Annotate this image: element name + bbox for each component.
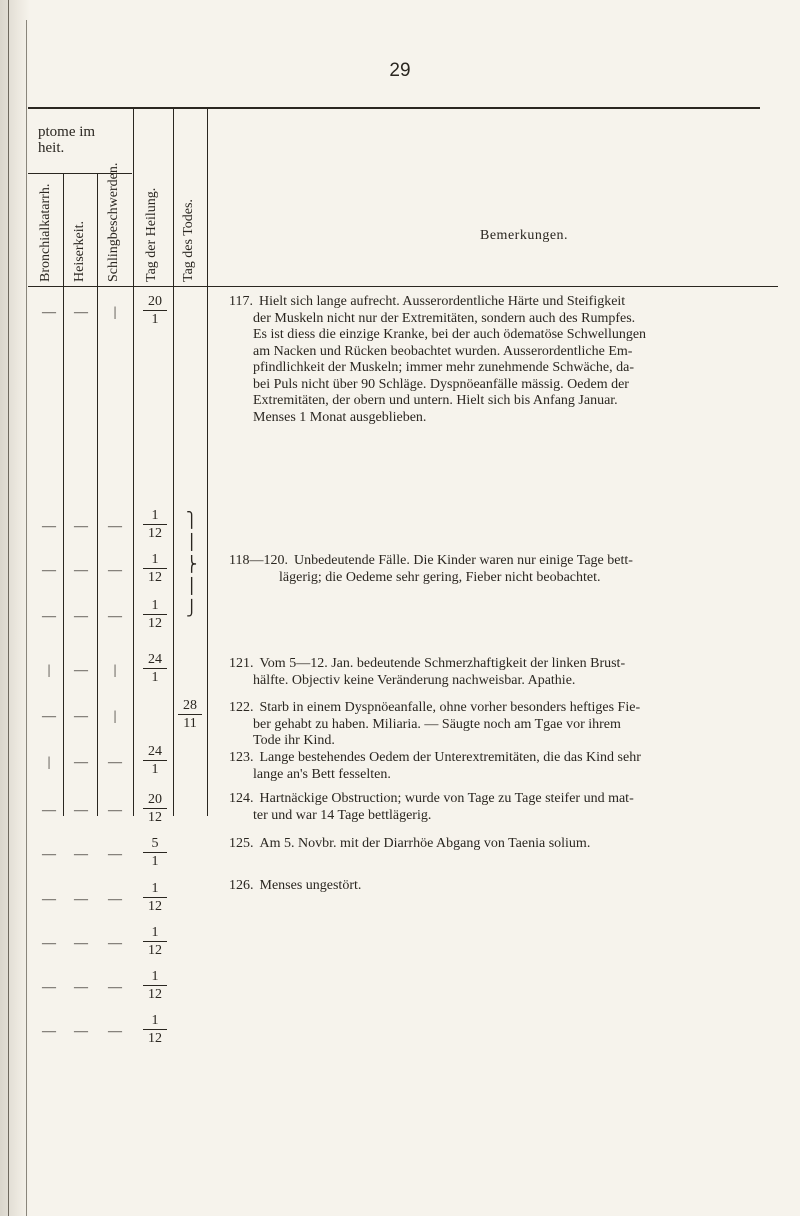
column-header-heiserkeit: Heiserkeit.: [72, 220, 87, 282]
remark-line: [253, 767, 774, 784]
cell-bronchialkatarrh: —: [42, 563, 56, 578]
remark-line: [229, 791, 774, 808]
remark-line: [229, 656, 774, 673]
remark-line: [253, 344, 774, 361]
month: 12: [143, 568, 167, 585]
cell-heiserkeit: —: [74, 755, 88, 770]
column-divider: [207, 108, 208, 816]
healing-date: [138, 508, 172, 541]
day: 28: [183, 698, 197, 713]
month: 12: [143, 614, 167, 631]
cell-heiserkeit: —: [74, 1024, 88, 1039]
remark-line: [229, 836, 774, 853]
group-title: [38, 124, 95, 156]
cell-bronchialkatarrh: —: [42, 519, 56, 534]
remark-number: 123.: [229, 750, 254, 765]
remark-line: [253, 311, 774, 328]
day: 1: [151, 881, 159, 896]
remark-number: 122.: [229, 700, 254, 715]
day: 20: [148, 792, 162, 807]
remark-entry: [229, 294, 774, 426]
remark-line: [229, 553, 774, 570]
remark-text: am Nacken und Rücken beobachtet wurden. Ausserordentliche Em-: [253, 343, 633, 359]
binding-line: [26, 20, 27, 1216]
month: 12: [143, 941, 167, 958]
cell-bronchialkatarrh: —: [42, 1024, 56, 1039]
remark-line: [253, 360, 774, 377]
month: 1: [143, 852, 167, 869]
healing-date: [138, 598, 172, 631]
cell-heiserkeit: —: [74, 305, 88, 320]
remark-line: [253, 673, 774, 690]
cell-bronchialkatarrh: |: [47, 663, 51, 678]
cell-schlingbeschwerden: —: [108, 519, 122, 534]
remark-text: Lange bestehendes Oedem der Unterextremitäten, die das Kind sehr: [259, 750, 641, 765]
top-rule: [28, 107, 760, 109]
binding-line: [8, 0, 9, 1216]
remark-number: 124.: [229, 791, 254, 806]
cell-bronchialkatarrh: —: [42, 609, 56, 624]
column-header-schlingbeschwerden: Schlingbeschwerden.: [106, 162, 121, 282]
cell-schlingbeschwerden: —: [108, 609, 122, 624]
cell-schlingbeschwerden: —: [108, 1024, 122, 1039]
remark-entry: [229, 700, 774, 750]
remark-line: [253, 733, 774, 750]
cell-schlingbeschwerden: |: [113, 709, 117, 724]
cell-schlingbeschwerden: —: [108, 847, 122, 862]
remark-text: Starb in einem Dyspnöeanfalle, ohne vorher besonders heftiges Fie-: [259, 700, 641, 715]
remark-line: [253, 327, 774, 344]
remark-line: [229, 878, 774, 895]
remark-number: 121.: [229, 656, 254, 671]
remark-text: Am 5. Novbr. mit der Diarrhöe Abgang von Taenia solium.: [259, 836, 591, 851]
cell-heiserkeit: —: [74, 980, 88, 995]
remark-number: 126.: [229, 878, 254, 893]
cell-bronchialkatarrh: |: [47, 755, 51, 770]
remark-text: Unbedeutende Fälle. Die Kinder waren nur einige Tage bett-: [293, 553, 633, 568]
cell-heiserkeit: —: [74, 563, 88, 578]
column-header-bemerkungen: Bemerkungen.: [480, 228, 569, 243]
remark-number: 125.: [229, 836, 254, 851]
column-header-bronchialkatarrh: Bronchialkatarrh.: [38, 183, 53, 282]
column-divider: [133, 108, 134, 816]
cell-bronchialkatarrh: —: [42, 936, 56, 951]
cell-schlingbeschwerden: |: [113, 663, 117, 678]
remark-text: Menses 1 Monat ausgeblieben.: [253, 409, 427, 425]
month: 12: [143, 897, 167, 914]
remark-text: bei Puls nicht über 90 Schläge. Dyspnöeanfälle mässig. Oedem der: [253, 376, 629, 392]
remark-entry: [229, 791, 774, 824]
remark-line: [253, 808, 774, 825]
cell-heiserkeit: —: [74, 936, 88, 951]
healing-date: [138, 925, 172, 958]
cell-bronchialkatarrh: —: [42, 709, 56, 724]
healing-date: [138, 744, 172, 777]
group-title-line: heit.: [38, 140, 65, 156]
remark-text: pfindlichkeit der Muskeln; immer mehr zunehmende Schwäche, da-: [253, 360, 634, 375]
cell-bronchialkatarrh: —: [42, 980, 56, 995]
page-number: 29: [389, 60, 411, 81]
healing-date: [138, 552, 172, 585]
day: 1: [151, 508, 159, 523]
remark-entry: [229, 836, 774, 853]
remark-entry: [229, 878, 774, 895]
remark-text: hälfte. Objectiv keine Veränderung nachweisbar. Apathie.: [253, 672, 576, 688]
remark-text: der Muskeln nicht nur der Extremitäten, sondern auch des Rumpfes.: [253, 310, 636, 326]
header-bottom-rule: [28, 286, 778, 287]
day: 5: [151, 836, 159, 851]
day: 1: [151, 925, 159, 940]
remark-line: [229, 294, 774, 311]
day: 24: [148, 744, 162, 759]
day: 1: [151, 598, 159, 613]
healing-date: [138, 969, 172, 1002]
remark-line: [279, 570, 774, 587]
month: 1: [143, 668, 167, 685]
remark-text: Menses ungestört.: [259, 878, 362, 893]
healing-date: [138, 1013, 172, 1046]
month: 12: [143, 1029, 167, 1046]
day: 20: [148, 294, 162, 309]
remark-number: 118—120.: [229, 553, 288, 568]
column-header-tag-des-todes: Tag des Todes.: [181, 199, 196, 282]
group-title-line: ptome im: [38, 124, 96, 140]
brace-118-120: ⎫ ⎪ ⎬ ⎪ ⎭: [186, 513, 198, 617]
remark-entry: [229, 656, 774, 689]
cell-schlingbeschwerden: |: [113, 305, 117, 320]
month: 12: [143, 524, 167, 541]
column-divider: [97, 173, 98, 816]
remark-line: [253, 377, 774, 394]
remark-entry: [229, 750, 774, 783]
remark-text: lägerig; die Oedeme sehr gering, Fieber nicht beobachtet.: [279, 569, 601, 585]
day: 1: [151, 969, 159, 984]
healing-date: [138, 881, 172, 914]
remark-line: [229, 750, 774, 767]
cell-bronchialkatarrh: —: [42, 803, 56, 818]
remark-line: [253, 410, 774, 427]
cell-heiserkeit: —: [74, 847, 88, 862]
month: 1: [143, 310, 167, 327]
cell-heiserkeit: —: [74, 519, 88, 534]
remark-number: 117.: [229, 294, 253, 309]
healing-date: [138, 836, 172, 869]
remark-text: lange an's Bett fesselten.: [253, 766, 391, 782]
month: 11: [178, 714, 202, 731]
cell-heiserkeit: —: [74, 609, 88, 624]
cell-schlingbeschwerden: —: [108, 755, 122, 770]
cell-heiserkeit: —: [74, 803, 88, 818]
day: 1: [151, 1013, 159, 1028]
remark-text: ber gehabt zu haben. Miliaria. — Säugte noch am Tgae vor ihrem: [253, 716, 621, 732]
remark-line: [253, 393, 774, 410]
cell-schlingbeschwerden: —: [108, 936, 122, 951]
month: 12: [143, 808, 167, 825]
cell-schlingbeschwerden: —: [108, 892, 122, 907]
remark-text: Tode ihr Kind.: [253, 733, 335, 748]
healing-date: [138, 792, 172, 825]
cell-schlingbeschwerden: —: [108, 980, 122, 995]
remark-text: Vom 5—12. Jan. bedeutende Schmerzhaftigkeit der linken Brust-: [259, 656, 626, 671]
healing-date: [138, 294, 172, 327]
cell-bronchialkatarrh: —: [42, 305, 56, 320]
healing-date: [138, 652, 172, 685]
day: 24: [148, 652, 162, 667]
column-header-tag-der-heilung: Tag der Heilung.: [144, 187, 159, 282]
cell-bronchialkatarrh: —: [42, 892, 56, 907]
remark-text: Hartnäckige Obstruction; wurde von Tage zu Tage steifer und mat-: [259, 791, 634, 806]
day: 1: [151, 552, 159, 567]
death-date: [173, 698, 207, 731]
cell-schlingbeschwerden: —: [108, 563, 122, 578]
remark-line: [229, 700, 774, 717]
remark-text: ter und war 14 Tage bettlägerig.: [253, 807, 432, 823]
month: 1: [143, 760, 167, 777]
remark-entry: [229, 553, 774, 586]
remark-text: Es ist diess die einzige Kranke, bei der auch ödematöse Schwellungen: [253, 327, 647, 342]
cell-heiserkeit: —: [74, 709, 88, 724]
cell-schlingbeschwerden: —: [108, 803, 122, 818]
remark-text: Extremitäten, der obern und untern. Hielt sich bis Anfang Januar.: [253, 393, 618, 408]
cell-heiserkeit: —: [74, 663, 88, 678]
remark-line: [253, 717, 774, 734]
month: 12: [143, 985, 167, 1002]
cell-heiserkeit: —: [74, 892, 88, 907]
remark-text: Hielt sich lange aufrecht. Ausserordentliche Härte und Steifigkeit: [258, 294, 626, 309]
cell-bronchialkatarrh: —: [42, 847, 56, 862]
